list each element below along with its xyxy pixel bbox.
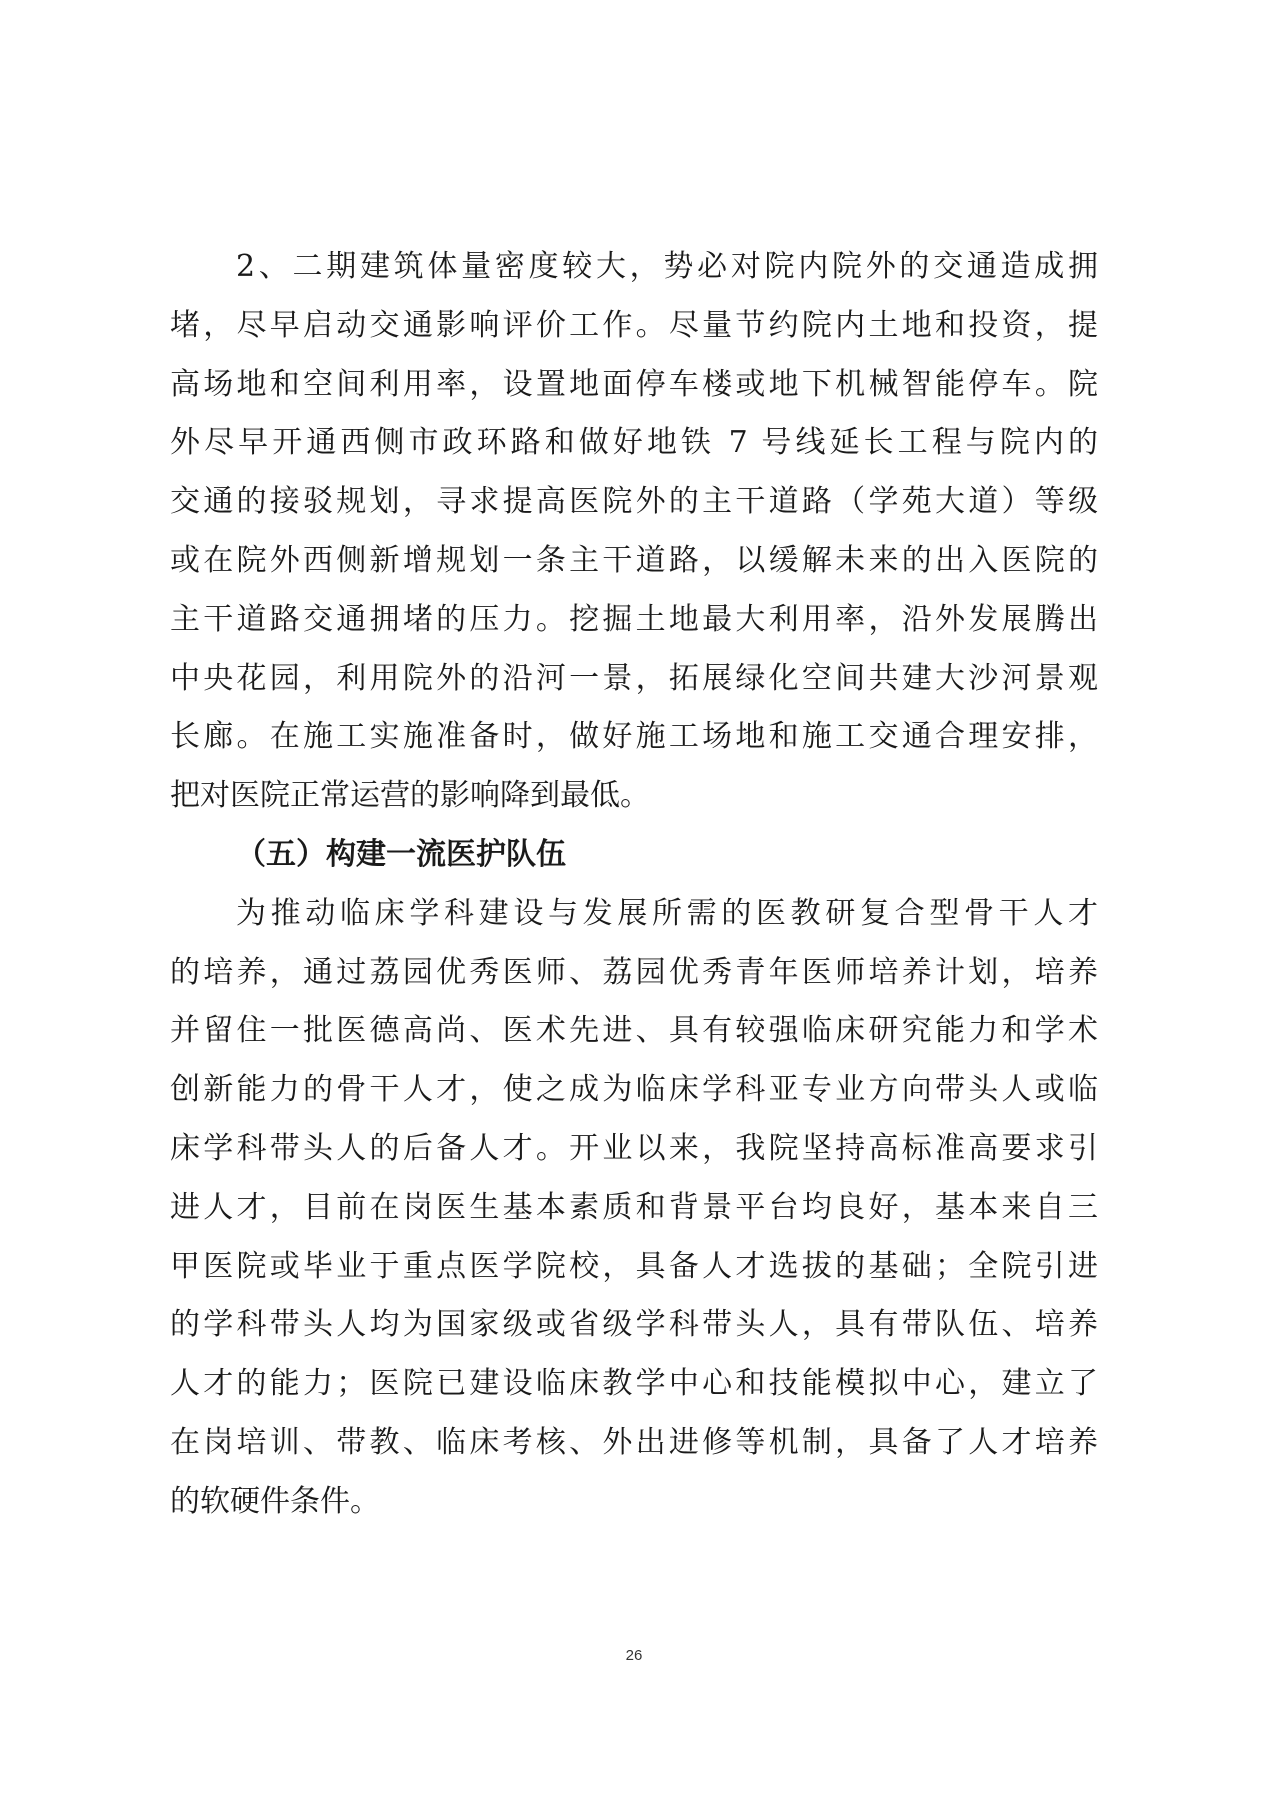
paragraph-line: 的培养，通过荔园优秀医师、荔园优秀青年医师培养计划，培养 — [170, 954, 1098, 990]
paragraph-line: 高场地和空间利用率，设置地面停车楼或地下机械智能停车。院 — [170, 366, 1098, 402]
paragraph-line: 堵，尽早启动交通影响评价工作。尽量节约院内土地和投资，提 — [170, 307, 1098, 343]
paragraph-line: 人才的能力；医院已建设临床教学中心和技能模拟中心，建立了 — [170, 1366, 1098, 1402]
paragraph-line: 2、二期建筑体量密度较大，势必对院内院外的交通造成拥 — [236, 249, 1098, 284]
body-text — [170, 238, 1098, 1532]
paragraph-line: 中央花园，利用院外的沿河一景，拓展绿化空间共建大沙河景观 — [170, 660, 1098, 696]
page-number: 26 — [625, 1647, 643, 1664]
paragraph-line: 或在院外西侧新增规划一条主干道路，以缓解未来的出入医院的 — [170, 542, 1098, 578]
paragraph-line: 的软硬件条件。 — [170, 1483, 380, 1519]
paragraph-line: 在岗培训、带教、临床考核、外出进修等机制，具备了人才培养 — [170, 1424, 1098, 1460]
paragraph-line: 的学科带头人均为国家级或省级学科带头人，具有带队伍、培养 — [170, 1307, 1098, 1343]
paragraph-talent — [170, 885, 1098, 1532]
paragraph-line: 外尽早开通西侧市政环路和做好地铁 7 号线延长工程与院内的 — [170, 425, 1098, 461]
paragraph-line: 长廊。在施工实施准备时，做好施工场地和施工交通合理安排， — [170, 719, 1098, 755]
paragraph-line: 创新能力的骨干人才，使之成为临床学科亚专业方向带头人或临 — [170, 1072, 1098, 1108]
paragraph-line: 甲医院或毕业于重点医学院校，具备人才选拔的基础；全院引进 — [170, 1248, 1098, 1284]
paragraph-line: 并留住一批医德高尚、医术先进、具有较强临床研究能力和学术 — [170, 1013, 1098, 1049]
section-heading: （五）构建一流医护队伍 — [236, 836, 566, 872]
paragraph-line: 主干道路交通拥堵的压力。挖掘土地最大利用率，沿外发展腾出 — [170, 601, 1098, 637]
paragraph-traffic — [170, 238, 1098, 826]
paragraph-line: 把对医院正常运营的影响降到最低。 — [170, 778, 650, 814]
paragraph-line: 进人才，目前在岗医生基本素质和背景平台均良好，基本来自三 — [170, 1189, 1098, 1225]
paragraph-line: 为推动临床学科建设与发展所需的医教研复合型骨干人才 — [236, 895, 1098, 931]
paragraph-line: 交通的接驳规划，寻求提高医院外的主干道路（学苑大道）等级 — [170, 484, 1098, 520]
paragraph-line: 床学科带头人的后备人才。开业以来，我院坚持高标准高要求引 — [170, 1130, 1098, 1166]
